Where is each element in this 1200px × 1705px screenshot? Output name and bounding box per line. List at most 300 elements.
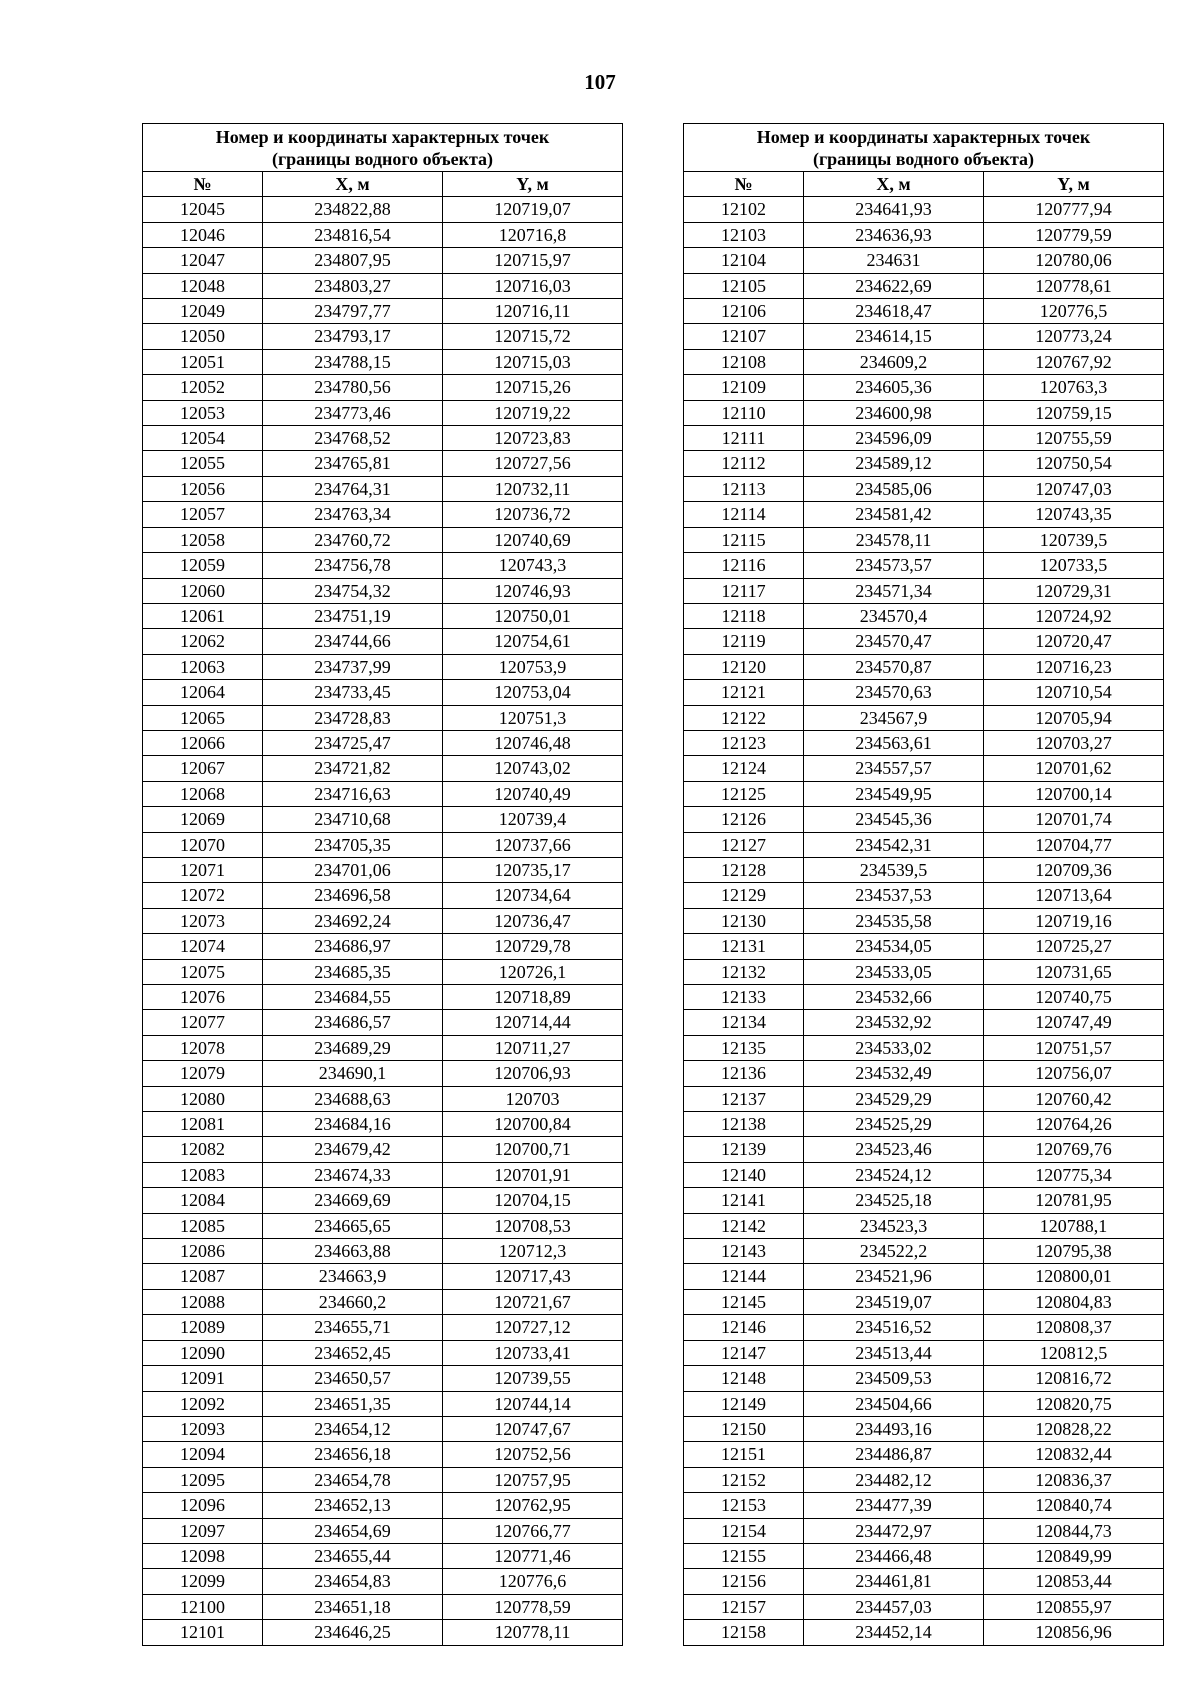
table-row <box>143 578 623 603</box>
cell-y: 120706,93 <box>443 1061 623 1086</box>
cell-x: 234563,61 <box>804 730 984 755</box>
cell-x: 234578,11 <box>804 527 984 552</box>
cell-x: 234509,53 <box>804 1366 984 1391</box>
cell-y: 120716,8 <box>443 222 623 247</box>
cell-x: 234532,66 <box>804 985 984 1010</box>
cell-x: 234773,46 <box>263 400 443 425</box>
cell-y: 120777,94 <box>984 197 1164 222</box>
cell-point-number: 12155 <box>684 1543 804 1568</box>
table-row <box>684 959 1164 984</box>
table-row <box>143 705 623 730</box>
table-row <box>143 1518 623 1543</box>
cell-y: 120733,5 <box>984 553 1164 578</box>
cell-point-number: 12113 <box>684 476 804 501</box>
cell-x: 234692,24 <box>263 908 443 933</box>
table-row <box>684 1366 1164 1391</box>
cell-point-number: 12080 <box>143 1086 263 1111</box>
cell-point-number: 12066 <box>143 730 263 755</box>
page-number: 107 <box>584 70 616 94</box>
cell-point-number: 12153 <box>684 1493 804 1518</box>
cell-y: 120704,15 <box>443 1188 623 1213</box>
cell-x: 234816,54 <box>263 222 443 247</box>
cell-point-number: 12117 <box>684 578 804 603</box>
cell-x: 234533,05 <box>804 959 984 984</box>
cell-point-number: 12081 <box>143 1112 263 1137</box>
cell-y: 120725,27 <box>984 934 1164 959</box>
cell-y: 120751,3 <box>443 705 623 730</box>
cell-y: 120750,54 <box>984 451 1164 476</box>
cell-point-number: 12121 <box>684 680 804 705</box>
table-row <box>143 451 623 476</box>
table-row <box>143 273 623 298</box>
cell-x: 234654,69 <box>263 1518 443 1543</box>
table-row <box>684 934 1164 959</box>
cell-point-number: 12114 <box>684 502 804 527</box>
cell-y: 120788,1 <box>984 1213 1164 1238</box>
cell-x: 234652,13 <box>263 1493 443 1518</box>
cell-point-number: 12049 <box>143 299 263 324</box>
table-row <box>143 1543 623 1568</box>
table-row <box>684 248 1164 273</box>
table-row <box>143 400 623 425</box>
cell-point-number: 12112 <box>684 451 804 476</box>
column-header-number: № <box>143 172 263 197</box>
cell-point-number: 12060 <box>143 578 263 603</box>
cell-x: 234570,87 <box>804 654 984 679</box>
cell-x: 234519,07 <box>804 1289 984 1314</box>
cell-point-number: 12134 <box>684 1010 804 1035</box>
cell-y: 120717,43 <box>443 1264 623 1289</box>
cell-point-number: 12104 <box>684 248 804 273</box>
cell-y: 120828,22 <box>984 1416 1164 1441</box>
cell-point-number: 12124 <box>684 756 804 781</box>
cell-x: 234751,19 <box>263 603 443 628</box>
cell-point-number: 12084 <box>143 1188 263 1213</box>
table-row <box>684 1442 1164 1467</box>
cell-point-number: 12108 <box>684 349 804 374</box>
cell-x: 234631 <box>804 248 984 273</box>
cell-y: 120715,72 <box>443 324 623 349</box>
cell-x: 234570,47 <box>804 629 984 654</box>
cell-point-number: 12132 <box>684 959 804 984</box>
cell-x: 234701,06 <box>263 857 443 882</box>
table-row <box>143 553 623 578</box>
cell-x: 234523,46 <box>804 1137 984 1162</box>
cell-point-number: 12136 <box>684 1061 804 1086</box>
cell-point-number: 12072 <box>143 883 263 908</box>
cell-y: 120855,97 <box>984 1594 1164 1619</box>
cell-x: 234654,78 <box>263 1467 443 1492</box>
table-row <box>143 1569 623 1594</box>
cell-x: 234589,12 <box>804 451 984 476</box>
table-row <box>143 1264 623 1289</box>
table-row <box>143 730 623 755</box>
table-row <box>143 1188 623 1213</box>
cell-x: 234622,69 <box>804 273 984 298</box>
table-row <box>143 502 623 527</box>
cell-point-number: 12063 <box>143 654 263 679</box>
cell-y: 120739,55 <box>443 1366 623 1391</box>
cell-point-number: 12090 <box>143 1340 263 1365</box>
cell-point-number: 12062 <box>143 629 263 654</box>
table-row <box>684 502 1164 527</box>
cell-point-number: 12065 <box>143 705 263 730</box>
cell-point-number: 12138 <box>684 1112 804 1137</box>
cell-x: 234609,2 <box>804 349 984 374</box>
cell-point-number: 12152 <box>684 1467 804 1492</box>
table-row <box>143 959 623 984</box>
table-row <box>143 985 623 1010</box>
cell-point-number: 12116 <box>684 553 804 578</box>
cell-x: 234570,4 <box>804 603 984 628</box>
cell-point-number: 12120 <box>684 654 804 679</box>
cell-y: 120795,38 <box>984 1239 1164 1264</box>
table-row <box>684 654 1164 679</box>
table-row <box>684 832 1164 857</box>
cell-point-number: 12085 <box>143 1213 263 1238</box>
cell-y: 120760,42 <box>984 1086 1164 1111</box>
cell-point-number: 12102 <box>684 197 804 222</box>
cell-x: 234744,66 <box>263 629 443 654</box>
table-row <box>143 1289 623 1314</box>
cell-y: 120778,59 <box>443 1594 623 1619</box>
cell-x: 234690,1 <box>263 1061 443 1086</box>
cell-x: 234684,55 <box>263 985 443 1010</box>
column-header-y: Y, м <box>984 172 1164 197</box>
cell-point-number: 12144 <box>684 1264 804 1289</box>
cell-point-number: 12147 <box>684 1340 804 1365</box>
cell-x: 234686,57 <box>263 1010 443 1035</box>
cell-point-number: 12048 <box>143 273 263 298</box>
cell-y: 120737,66 <box>443 832 623 857</box>
cell-x: 234768,52 <box>263 426 443 451</box>
cell-point-number: 12068 <box>143 781 263 806</box>
cell-y: 120767,92 <box>984 349 1164 374</box>
cell-point-number: 12131 <box>684 934 804 959</box>
cell-point-number: 12139 <box>684 1137 804 1162</box>
cell-point-number: 12092 <box>143 1391 263 1416</box>
cell-y: 120729,31 <box>984 578 1164 603</box>
cell-y: 120755,59 <box>984 426 1164 451</box>
cell-x: 234679,42 <box>263 1137 443 1162</box>
table-row <box>684 1213 1164 1238</box>
cell-x: 234522,2 <box>804 1239 984 1264</box>
cell-point-number: 12097 <box>143 1518 263 1543</box>
cell-point-number: 12070 <box>143 832 263 857</box>
cell-point-number: 12073 <box>143 908 263 933</box>
cell-x: 234605,36 <box>804 375 984 400</box>
cell-y: 120714,44 <box>443 1010 623 1035</box>
cell-x: 234733,45 <box>263 680 443 705</box>
cell-point-number: 12154 <box>684 1518 804 1543</box>
table-row <box>684 807 1164 832</box>
cell-point-number: 12118 <box>684 603 804 628</box>
table-row <box>684 299 1164 324</box>
cell-x: 234557,57 <box>804 756 984 781</box>
table-row <box>143 1137 623 1162</box>
table-caption-line1: Номер и координаты характерных точек <box>215 127 550 147</box>
cell-point-number: 12128 <box>684 857 804 882</box>
cell-y: 120764,26 <box>984 1112 1164 1137</box>
cell-y: 120743,02 <box>443 756 623 781</box>
cell-y: 120715,97 <box>443 248 623 273</box>
cell-x: 234651,35 <box>263 1391 443 1416</box>
table-row <box>143 1213 623 1238</box>
table-row <box>143 476 623 501</box>
cell-y: 120769,76 <box>984 1137 1164 1162</box>
cell-point-number: 12123 <box>684 730 804 755</box>
cell-x: 234521,96 <box>804 1264 984 1289</box>
cell-point-number: 12137 <box>684 1086 804 1111</box>
cell-x: 234760,72 <box>263 527 443 552</box>
cell-x: 234532,49 <box>804 1061 984 1086</box>
table-row <box>684 527 1164 552</box>
table-row <box>143 1620 623 1645</box>
table-row <box>143 654 623 679</box>
cell-y: 120781,95 <box>984 1188 1164 1213</box>
cell-x: 234600,98 <box>804 400 984 425</box>
table-body <box>684 197 1164 1645</box>
table-row <box>684 476 1164 501</box>
cell-point-number: 12111 <box>684 426 804 451</box>
table-row <box>684 1620 1164 1645</box>
table-row <box>684 1086 1164 1111</box>
cell-y: 120705,94 <box>984 705 1164 730</box>
table-row <box>684 730 1164 755</box>
cell-point-number: 12087 <box>143 1264 263 1289</box>
cell-y: 120716,11 <box>443 299 623 324</box>
cell-point-number: 12156 <box>684 1569 804 1594</box>
cell-point-number: 12083 <box>143 1162 263 1187</box>
cell-y: 120750,01 <box>443 603 623 628</box>
cell-y: 120739,4 <box>443 807 623 832</box>
cell-y: 120720,47 <box>984 629 1164 654</box>
table-row <box>684 1188 1164 1213</box>
cell-y: 120747,49 <box>984 1010 1164 1035</box>
table-row <box>143 680 623 705</box>
cell-x: 234684,16 <box>263 1112 443 1137</box>
cell-x: 234461,81 <box>804 1569 984 1594</box>
cell-x: 234646,25 <box>263 1620 443 1645</box>
table-row <box>684 1289 1164 1314</box>
cell-y: 120715,26 <box>443 375 623 400</box>
cell-point-number: 12103 <box>684 222 804 247</box>
table-row <box>684 1543 1164 1568</box>
cell-point-number: 12109 <box>684 375 804 400</box>
table-row <box>684 680 1164 705</box>
cell-y: 120763,3 <box>984 375 1164 400</box>
cell-x: 234725,47 <box>263 730 443 755</box>
cell-x: 234472,97 <box>804 1518 984 1543</box>
cell-x: 234764,31 <box>263 476 443 501</box>
cell-y: 120771,46 <box>443 1543 623 1568</box>
cell-point-number: 12078 <box>143 1035 263 1060</box>
table-row <box>143 1416 623 1441</box>
cell-point-number: 12077 <box>143 1010 263 1035</box>
cell-x: 234524,12 <box>804 1162 984 1187</box>
table-row <box>684 1340 1164 1365</box>
cell-y: 120780,06 <box>984 248 1164 273</box>
cell-point-number: 12069 <box>143 807 263 832</box>
cell-x: 234716,63 <box>263 781 443 806</box>
cell-point-number: 12148 <box>684 1366 804 1391</box>
cell-point-number: 12119 <box>684 629 804 654</box>
cell-x: 234737,99 <box>263 654 443 679</box>
cell-point-number: 12045 <box>143 197 263 222</box>
cell-x: 234539,5 <box>804 857 984 882</box>
cell-x: 234655,44 <box>263 1543 443 1568</box>
cell-point-number: 12107 <box>684 324 804 349</box>
cell-x: 234457,03 <box>804 1594 984 1619</box>
table-row <box>684 426 1164 451</box>
table-row <box>143 197 623 222</box>
table-row <box>143 1010 623 1035</box>
cell-y: 120746,93 <box>443 578 623 603</box>
cell-x: 234674,33 <box>263 1162 443 1187</box>
cell-point-number: 12076 <box>143 985 263 1010</box>
cell-point-number: 12127 <box>684 832 804 857</box>
table-row <box>143 375 623 400</box>
cell-x: 234803,27 <box>263 273 443 298</box>
cell-x: 234656,18 <box>263 1442 443 1467</box>
table-row <box>684 857 1164 882</box>
cell-y: 120747,67 <box>443 1416 623 1441</box>
table-row <box>143 1340 623 1365</box>
table-row <box>684 578 1164 603</box>
table-row <box>684 324 1164 349</box>
table-row <box>684 603 1164 628</box>
table-row <box>684 985 1164 1010</box>
table-row <box>684 222 1164 247</box>
cell-y: 120704,77 <box>984 832 1164 857</box>
table-row <box>684 705 1164 730</box>
table-row <box>684 1391 1164 1416</box>
table-row <box>684 1569 1164 1594</box>
cell-x: 234545,36 <box>804 807 984 832</box>
cell-y: 120703 <box>443 1086 623 1111</box>
cell-y: 120719,16 <box>984 908 1164 933</box>
table-row <box>143 1086 623 1111</box>
cell-point-number: 12086 <box>143 1239 263 1264</box>
cell-point-number: 12135 <box>684 1035 804 1060</box>
cell-y: 120832,44 <box>984 1442 1164 1467</box>
cell-y: 120735,17 <box>443 857 623 882</box>
cell-point-number: 12145 <box>684 1289 804 1314</box>
table-row <box>684 451 1164 476</box>
cell-y: 120844,73 <box>984 1518 1164 1543</box>
cell-y: 120747,03 <box>984 476 1164 501</box>
coordinates-table-left <box>142 123 623 1646</box>
cell-y: 120856,96 <box>984 1620 1164 1645</box>
cell-y: 120733,41 <box>443 1340 623 1365</box>
table-row <box>143 1467 623 1492</box>
cell-x: 234710,68 <box>263 807 443 832</box>
table-row <box>143 934 623 959</box>
cell-y: 120753,04 <box>443 680 623 705</box>
cell-y: 120820,75 <box>984 1391 1164 1416</box>
cell-y: 120757,95 <box>443 1467 623 1492</box>
cell-x: 234660,2 <box>263 1289 443 1314</box>
cell-y: 120703,27 <box>984 730 1164 755</box>
cell-point-number: 12099 <box>143 1569 263 1594</box>
table-row <box>684 1416 1164 1441</box>
cell-point-number: 12089 <box>143 1315 263 1340</box>
cell-x: 234728,83 <box>263 705 443 730</box>
cell-point-number: 12088 <box>143 1289 263 1314</box>
cell-y: 120744,14 <box>443 1391 623 1416</box>
cell-point-number: 12050 <box>143 324 263 349</box>
cell-y: 120716,03 <box>443 273 623 298</box>
table-caption <box>684 124 1164 172</box>
cell-x: 234688,63 <box>263 1086 443 1111</box>
cell-y: 120775,34 <box>984 1162 1164 1187</box>
table-row <box>684 273 1164 298</box>
column-header-x: X, м <box>263 172 443 197</box>
cell-point-number: 12115 <box>684 527 804 552</box>
cell-point-number: 12067 <box>143 756 263 781</box>
cell-point-number: 12055 <box>143 451 263 476</box>
cell-y: 120816,72 <box>984 1366 1164 1391</box>
cell-x: 234669,69 <box>263 1188 443 1213</box>
cell-x: 234765,81 <box>263 451 443 476</box>
cell-y: 120732,11 <box>443 476 623 501</box>
table-row <box>684 1239 1164 1264</box>
cell-y: 120710,54 <box>984 680 1164 705</box>
cell-y: 120812,5 <box>984 1340 1164 1365</box>
cell-x: 234534,05 <box>804 934 984 959</box>
cell-y: 120740,49 <box>443 781 623 806</box>
cell-x: 234651,18 <box>263 1594 443 1619</box>
table-caption <box>143 124 623 172</box>
cell-x: 234780,56 <box>263 375 443 400</box>
cell-y: 120776,6 <box>443 1569 623 1594</box>
cell-y: 120739,5 <box>984 527 1164 552</box>
column-header-y: Y, м <box>443 172 623 197</box>
cell-y: 120853,44 <box>984 1569 1164 1594</box>
cell-y: 120779,59 <box>984 222 1164 247</box>
table-row <box>143 832 623 857</box>
cell-y: 120719,07 <box>443 197 623 222</box>
cell-y: 120778,61 <box>984 273 1164 298</box>
cell-point-number: 12058 <box>143 527 263 552</box>
cell-y: 120713,64 <box>984 883 1164 908</box>
table-row <box>143 756 623 781</box>
cell-point-number: 12150 <box>684 1416 804 1441</box>
cell-y: 120773,24 <box>984 324 1164 349</box>
table-row <box>143 857 623 882</box>
table-row <box>684 375 1164 400</box>
cell-y: 120700,84 <box>443 1112 623 1137</box>
cell-point-number: 12094 <box>143 1442 263 1467</box>
cell-x: 234533,02 <box>804 1035 984 1060</box>
cell-point-number: 12146 <box>684 1315 804 1340</box>
cell-y: 120701,74 <box>984 807 1164 832</box>
cell-x: 234516,52 <box>804 1315 984 1340</box>
cell-y: 120800,01 <box>984 1264 1164 1289</box>
table-row <box>684 629 1164 654</box>
cell-x: 234486,87 <box>804 1442 984 1467</box>
cell-x: 234525,29 <box>804 1112 984 1137</box>
cell-y: 120743,35 <box>984 502 1164 527</box>
cell-x: 234532,92 <box>804 1010 984 1035</box>
cell-point-number: 12126 <box>684 807 804 832</box>
cell-y: 120746,48 <box>443 730 623 755</box>
cell-y: 120729,78 <box>443 934 623 959</box>
table-row <box>143 603 623 628</box>
cell-y: 120719,22 <box>443 400 623 425</box>
table-row <box>143 1493 623 1518</box>
cell-point-number: 12106 <box>684 299 804 324</box>
